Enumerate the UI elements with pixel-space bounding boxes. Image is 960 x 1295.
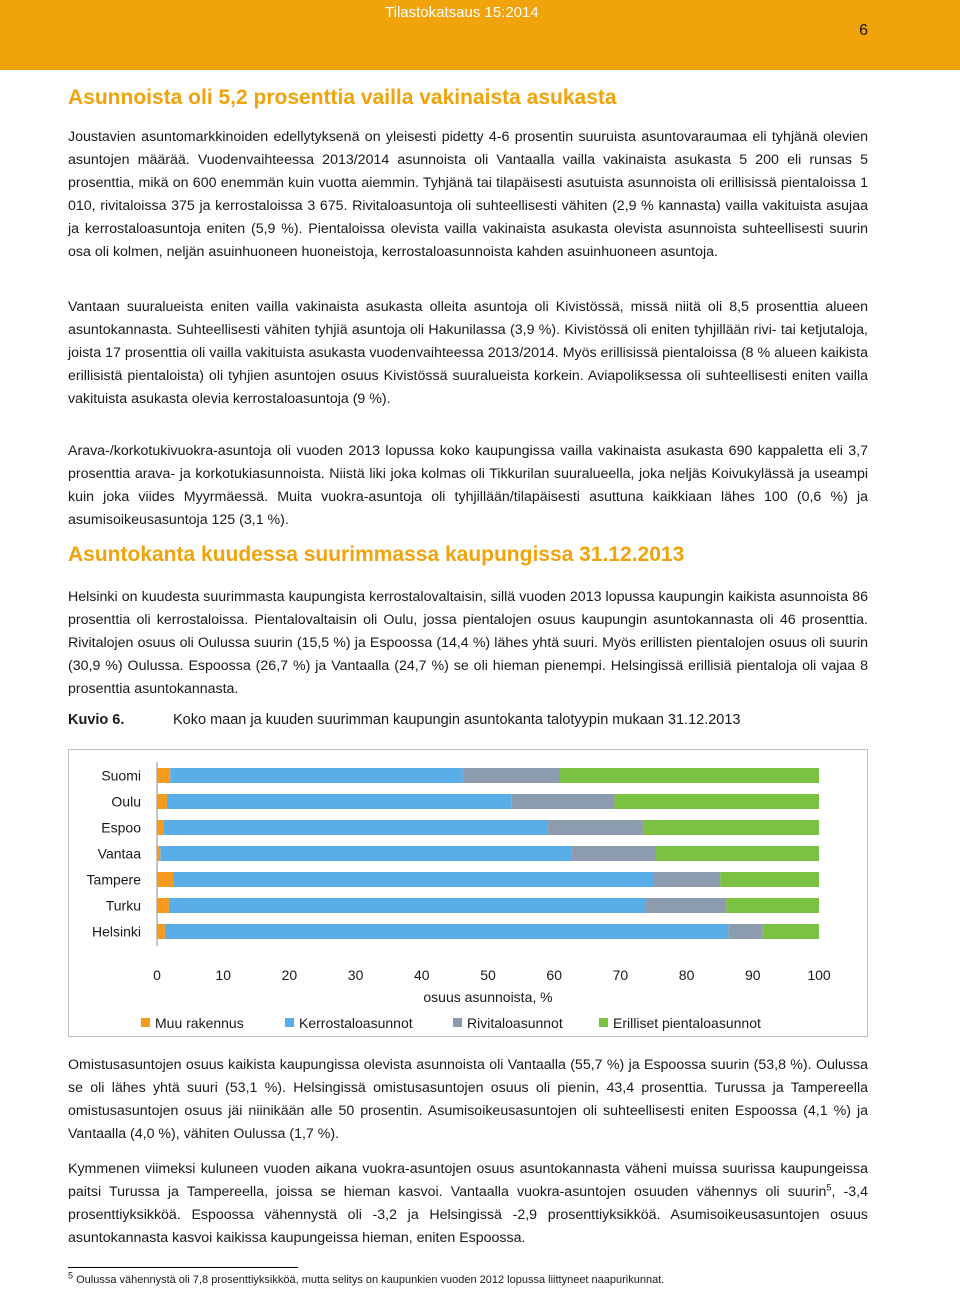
category-label-turku: Turku [105, 897, 141, 914]
x-tick-label-30: 30 [347, 967, 364, 983]
paragraph-vacancy-overview: Joustavien asuntomarkkinoiden edellytyksenä on yleisesti pidetty 4-6 prosentin suuruista asuntovaraumaa eli tyhjänä olevien asuntojen määrää. Vuodenvaihteessa 2013/2014 asunnoista oli Vantaalla vailla vakinaista asukasta 5 200 eli runsas 5 prosenttia, mikä on 600 enemmän kuin vuotta aiemmin. Tyhjänä tai tilapäisesti asutuista asunnoista oli erillisissä pientaloissa 1 010, rivitaloissa 375 ja kerrostaloissa 3 675. Rivitaloasuntoja oli suhteellisesti vähiten (2,9 % kannasta) vailla vakituista asujaa ja kerrostaloasuntoja eniten (5,9 %). Pientaloissa olevista vailla vakinaista asukasta olevista asunnoista suhteellisesti suurin osa oli kolmen, neljän asuinhuoneen huoneistoja, kerrostaloasunnoista kahden asuinhuoneen asuntoja. [68, 129, 868, 260]
bar-tampere-series-2 [654, 872, 721, 887]
x-tick-label-80: 80 [678, 967, 695, 983]
legend-swatch-0 [141, 1018, 150, 1027]
footnote-text: Oulussa vähennystä oli 7,8 prosenttiyksikköä, mutta selitys on kaupunkien vuoden 2012 lopussa liittyneet naapurikunnat. [76, 1274, 665, 1286]
category-label-suomi: Suomi [101, 767, 141, 784]
category-label-vantaa: Vantaa [97, 845, 141, 862]
paragraph-arava-housing: Arava-/korkotukivuokra-asuntoja oli vuoden 2013 lopussa koko kaupungissa vailla vakinaista asukasta 690 kappaletta eli 3,7 prosenttia arava- ja korkotukiasunnoista. Niistä liki joka kolmas oli Tikkurilan suuralueella, joka neljäs Koivukylässä ja useampi kuin joka viides Myyrmäessä. Muita vuokra-asuntoja oli tyhjillään/tilapäisesti asuttuna kaikkiaan lähes 100 (0,6 %) ja asumisoikeusasuntoja 125 (3,1 %). [68, 443, 868, 528]
section-heading-housing-stock: Asuntokanta kuudessa suurimmassa kaupungissa 31.12.2013 [68, 543, 685, 566]
category-label-helsinki: Helsinki [91, 923, 141, 940]
x-tick-label-70: 70 [612, 967, 629, 983]
bar-espoo-series-0 [157, 820, 164, 835]
legend-swatch-2 [453, 1018, 462, 1027]
bar-oulu-series-3 [614, 794, 819, 809]
legend-label-2: Rivitaloasunnot [467, 1015, 563, 1031]
bar-oulu-series-2 [512, 794, 615, 809]
section-heading-vacant-dwellings: Asunnoista oli 5,2 prosenttia vailla vakinaista asukasta [68, 86, 617, 109]
paragraph-housing-stock: Helsinki on kuudesta suurimmasta kaupungista kerrostalovaltaisin, sillä vuoden 2013 lopussa kaupungin kaikista asunnoista 86 prosenttia oli kerrostaloissa. Pientalovaltaisin oli Oulu, jossa pientalojen osuus kaupungin asuntokannasta oli 46 prosenttia. Rivitalojen osuus oli Oulussa suurin (15,5 %) ja Espoossa (14,4 %) lähes yhtä suuri. Myös erillisten pientalojen osuus oli suurin (30,9 %) Oulussa. Espoossa (26,7 %) ja Vantaalla (24,7 %) se oli hieman pienempi. Helsingissä erillisiä pientaloja oli vajaa 8 prosenttia asuntokannasta. [68, 589, 868, 697]
legend-label-1: Kerrostaloasunnot [299, 1015, 413, 1031]
page-number: 6 [859, 22, 868, 39]
bar-oulu-series-1 [167, 794, 512, 809]
bar-vantaa-series-2 [571, 846, 655, 861]
legend-label-3: Erilliset pientaloasunnot [613, 1015, 761, 1031]
bar-turku-series-1 [169, 898, 646, 913]
x-tick-label-0: 0 [153, 967, 161, 983]
footnote-reference: 5 [826, 1182, 832, 1193]
bar-vantaa-series-3 [655, 846, 819, 861]
x-axis-title: osuus asunnoista, % [423, 989, 553, 1005]
figure-title: Koko maan ja kuuden suurimman kaupungin asuntokanta talotyypin mukaan 31.12.2013 [173, 712, 741, 728]
x-tick-label-100: 100 [807, 967, 831, 983]
bar-tampere-series-3 [720, 872, 819, 887]
bar-oulu-series-0 [157, 794, 167, 809]
paragraph-ownership: Omistusasuntojen osuus kaikista kaupungissa olevista asunnoista oli Vantaalla (55,7 %) ja Espoossa suurin (53,8 %). Oulussa se oli lähes yhtä suuri (53,1 %). Helsingissä omistusasuntojen osuus oli pienin, 43,4 prosenttia. Turussa ja Tampereella omistusasuntojen osuus jäi niinikään alle 50 prosentin. Asumisoikeusasuntojen oli suhteellisesti eniten Espoossa (4,1 %) ja Vantaalla (4,0 %), vähiten Oulussa (1,7 %). [68, 1057, 868, 1142]
category-label-espoo: Espoo [101, 819, 141, 836]
category-label-tampere: Tampere [86, 871, 141, 888]
category-label-oulu: Oulu [111, 793, 141, 810]
bar-espoo-series-3 [643, 820, 819, 835]
x-tick-label-50: 50 [480, 967, 496, 983]
bar-turku-series-0 [157, 898, 169, 913]
bar-tampere-series-0 [157, 872, 174, 887]
figure-label: Kuvio 6. [68, 712, 125, 728]
x-tick-label-40: 40 [414, 967, 430, 983]
bar-suomi-series-1 [170, 768, 463, 783]
x-tick-label-60: 60 [546, 967, 562, 983]
footnote-divider [68, 1267, 298, 1268]
bar-suomi-series-0 [157, 768, 170, 783]
bar-helsinki-series-2 [728, 924, 762, 939]
x-tick-label-20: 20 [281, 967, 298, 983]
publication-title: Tilastokatsaus 15:2014 [385, 4, 539, 21]
rental-trend-text-b: , -3,4 prosenttiyksikköä. Espoossa vähennystä oli -3,2 ja Helsingissä -2,9 prosenttiyksikköä. Asumisoikeusasuntojen osuus asuntokannasta kasvoi kaikissa kaupungeissa hieman, eniten Espoossa. [68, 1184, 868, 1246]
stacked-bar-chart [69, 750, 867, 1036]
footnote-marker: 5 [68, 1270, 74, 1281]
x-tick-label-10: 10 [215, 967, 231, 983]
bar-helsinki-series-0 [157, 924, 165, 939]
legend-label-0: Muu rakennus [155, 1015, 244, 1031]
bar-vantaa-series-0 [157, 846, 160, 861]
bar-turku-series-3 [726, 898, 819, 913]
bar-helsinki-series-3 [763, 924, 819, 939]
footnote [68, 1270, 665, 1286]
bar-turku-series-2 [646, 898, 727, 913]
bar-espoo-series-2 [548, 820, 643, 835]
bar-espoo-series-1 [164, 820, 548, 835]
legend-swatch-3 [599, 1018, 608, 1027]
bar-helsinki-series-1 [165, 924, 728, 939]
page-header [0, 0, 960, 70]
bar-suomi-series-3 [559, 768, 819, 783]
bar-vantaa-series-1 [160, 846, 571, 861]
rental-trend-text-a: Kymmenen viimeksi kuluneen vuoden aikana vuokra-asuntojen osuus asuntokannasta väheni muissa suurissa kaupungeissa paitsi Turussa ja Tampereella, joissa se hieman kasvoi. Vantaalla vuokra-asuntojen osuuden vähennys oli suurin [68, 1161, 868, 1200]
x-tick-label-90: 90 [745, 967, 761, 983]
chart-frame [68, 749, 868, 1037]
paragraph-vacancy-by-area: Vantaan suuralueista eniten vailla vakinaista asukasta olleita asuntoja oli Kivistössä, missä niitä oli 8,5 prosenttia alueen asuntokannasta. Suhteellisesti vähiten tyhjiä asuntoja oli Hakunilassa (3,9 %). Kivistössä oli eniten tyhjillään rivi- tai ketjutaloja, joista 17 prosenttia oli vailla vakituista asukasta vuodenvaihteessa 2013/2014. Myös erillisissä pientaloissa (8 % alueen kaikista erillisistä pientaloista) oli tyhjien asuntojen osuus Kivistössä suuralueista korkein. Aviapoliksessa oli suhteellisesti eniten vailla vakituista asukasta olevia kerrostaloasuntoja (9 %). [68, 299, 868, 407]
paragraph-rental-trend [68, 1158, 868, 1250]
bar-suomi-series-2 [463, 768, 560, 783]
legend-swatch-1 [285, 1018, 294, 1027]
bar-tampere-series-1 [174, 872, 654, 887]
